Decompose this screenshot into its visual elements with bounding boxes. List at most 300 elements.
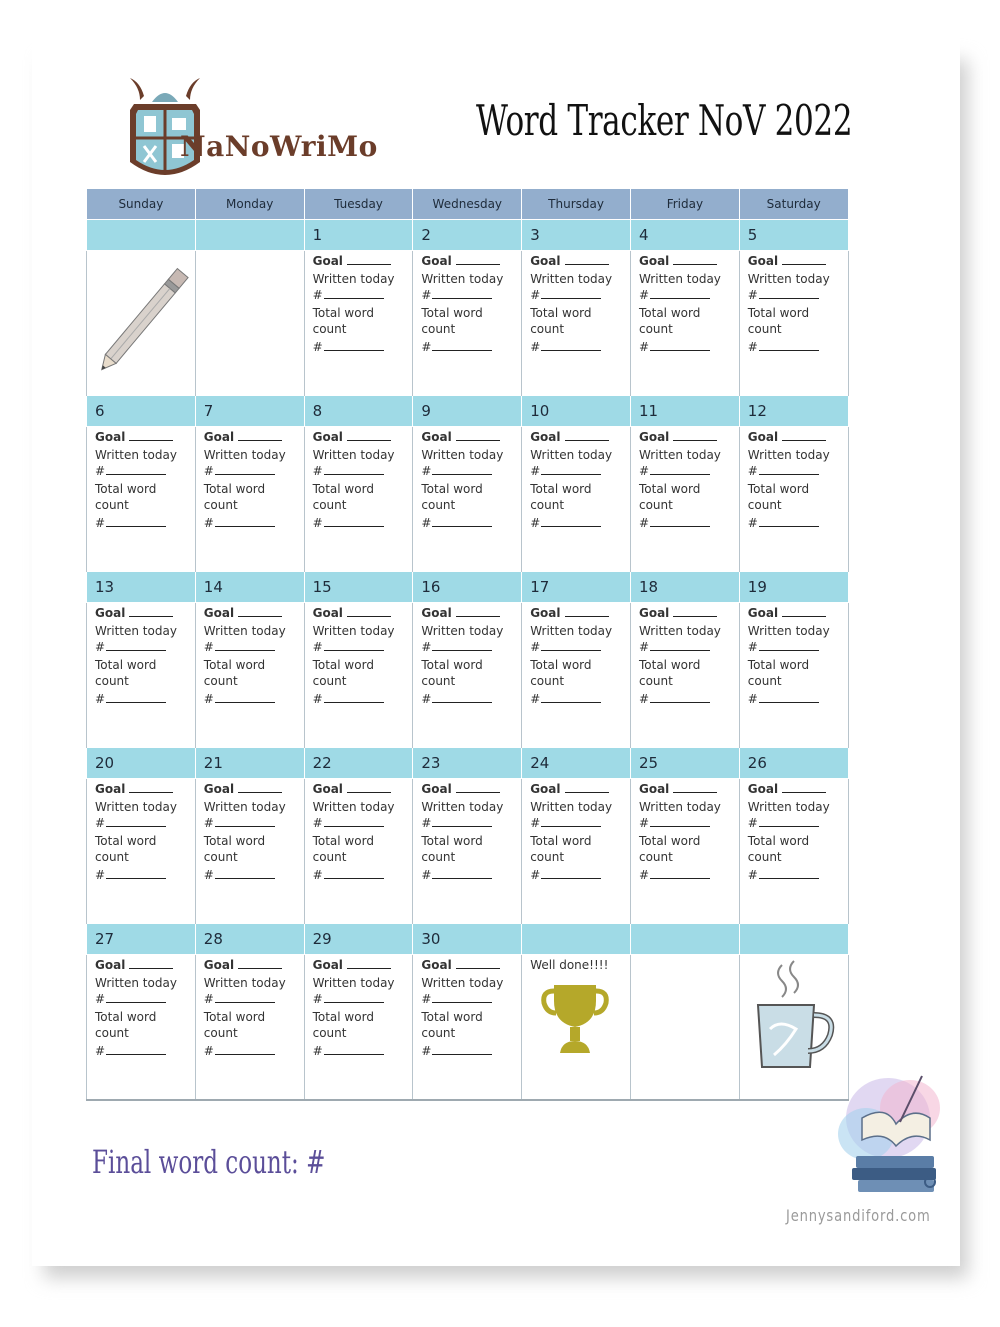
written-today-field[interactable] <box>639 465 739 477</box>
goal-field[interactable] <box>313 607 413 619</box>
total-word-label: Total word <box>203 658 266 672</box>
written-today-blank[interactable] <box>106 1002 166 1003</box>
hash-label: # <box>530 692 541 706</box>
written-today-label: Written today <box>638 800 721 814</box>
hash-label: # <box>95 1044 106 1058</box>
date-number: 20 <box>87 748 196 779</box>
empty-cell <box>630 955 739 1101</box>
goal-blank[interactable] <box>565 264 609 265</box>
weekday-header: Friday <box>630 189 739 220</box>
total-count-blank[interactable] <box>215 878 275 879</box>
goal-field[interactable] <box>421 255 521 267</box>
total-word-label: Total word <box>421 306 483 320</box>
mug-icon <box>746 959 842 1069</box>
goal-blank[interactable] <box>129 440 173 441</box>
hash-label: # <box>530 816 541 830</box>
day-cell <box>87 779 196 924</box>
total-count-blank[interactable] <box>541 350 601 351</box>
total-count-field[interactable] <box>421 693 521 705</box>
written-today-field[interactable] <box>95 465 195 477</box>
goal-label: Goal <box>421 430 452 444</box>
hash-label: # <box>203 516 214 530</box>
hash-label: # <box>312 464 323 478</box>
day-cell <box>304 251 413 396</box>
written-today-field[interactable] <box>530 641 630 653</box>
goal-blank[interactable] <box>238 792 282 793</box>
written-today-blank[interactable] <box>759 474 819 475</box>
hash-label: # <box>530 640 541 654</box>
written-today-field[interactable] <box>204 817 304 829</box>
count-label: count <box>95 674 129 688</box>
goal-blank[interactable] <box>347 792 391 793</box>
hash-label: # <box>638 868 650 882</box>
total-count-blank[interactable] <box>759 702 819 703</box>
goal-label: Goal <box>638 782 670 796</box>
goal-field[interactable] <box>748 255 848 267</box>
hash-label: # <box>421 1044 432 1058</box>
total-count-blank[interactable] <box>106 702 166 703</box>
date-number: 17 <box>522 572 631 603</box>
goal-field[interactable] <box>313 255 413 267</box>
total-count-field[interactable] <box>748 341 848 353</box>
day-cell <box>413 955 522 1101</box>
goal-field[interactable] <box>421 607 521 619</box>
hash-label: # <box>95 692 106 706</box>
hash-label: # <box>638 516 650 530</box>
total-count-blank[interactable] <box>324 526 384 527</box>
total-count-field[interactable] <box>530 517 630 529</box>
written-today-field[interactable] <box>639 289 739 301</box>
written-today-label: Written today <box>312 800 395 814</box>
day-cell <box>739 603 848 748</box>
goal-label: Goal <box>530 782 561 796</box>
total-count-blank[interactable] <box>215 526 275 527</box>
written-today-blank[interactable] <box>759 826 819 827</box>
written-today-field[interactable] <box>95 817 195 829</box>
goal-field[interactable] <box>313 783 413 795</box>
written-today-label: Written today <box>638 448 721 462</box>
count-label: count <box>530 498 565 512</box>
goal-blank[interactable] <box>782 264 826 265</box>
goal-label: Goal <box>203 430 235 444</box>
pencil-icon <box>93 257 193 387</box>
goal-label: Goal <box>530 430 561 444</box>
goal-field[interactable] <box>204 607 304 619</box>
total-word-label: Total word <box>203 834 266 848</box>
total-count-blank[interactable] <box>759 878 819 879</box>
total-count-field[interactable] <box>639 869 739 881</box>
total-count-blank[interactable] <box>541 878 601 879</box>
written-today-blank[interactable] <box>759 650 819 651</box>
total-count-blank[interactable] <box>324 878 384 879</box>
website-credit: Jennysandiford.com <box>786 1206 931 1225</box>
written-today-field[interactable] <box>421 641 521 653</box>
goal-blank[interactable] <box>347 616 391 617</box>
total-count-blank[interactable] <box>106 878 166 879</box>
day-cell <box>739 251 848 396</box>
written-today-field[interactable] <box>748 289 848 301</box>
total-count-field[interactable] <box>95 869 195 881</box>
written-today-blank[interactable] <box>432 298 492 299</box>
total-count-blank[interactable] <box>215 702 275 703</box>
total-count-blank[interactable] <box>541 526 601 527</box>
count-label: count <box>203 498 238 512</box>
written-today-blank[interactable] <box>324 1002 384 1003</box>
total-count-field[interactable] <box>204 517 304 529</box>
total-count-blank[interactable] <box>650 878 710 879</box>
hash-label: # <box>203 992 214 1006</box>
date-number: 25 <box>630 748 739 779</box>
total-count-blank[interactable] <box>432 350 492 351</box>
day-entry-row <box>87 251 849 396</box>
written-today-field[interactable] <box>421 465 521 477</box>
goal-field[interactable] <box>748 783 848 795</box>
hash-label: # <box>747 816 758 830</box>
goal-label: Goal <box>421 782 452 796</box>
goal-field[interactable] <box>639 783 739 795</box>
total-count-field[interactable] <box>95 517 195 529</box>
date-number-row <box>87 924 849 955</box>
total-count-field[interactable] <box>95 693 195 705</box>
written-today-blank[interactable] <box>650 650 710 651</box>
hash-label: # <box>95 816 106 830</box>
goal-blank[interactable] <box>129 792 173 793</box>
goal-field[interactable] <box>748 607 848 619</box>
written-today-field[interactable] <box>530 817 630 829</box>
total-count-field[interactable] <box>421 517 521 529</box>
hash-label: # <box>421 640 432 654</box>
goal-blank[interactable] <box>347 968 391 969</box>
written-today-blank[interactable] <box>541 298 601 299</box>
goal-blank[interactable] <box>673 440 717 441</box>
date-number: 8 <box>304 396 413 427</box>
date-number: 1 <box>304 220 413 251</box>
total-count-field[interactable] <box>421 341 521 353</box>
total-word-label: Total word <box>747 482 810 496</box>
day-cell <box>630 427 739 572</box>
written-today-blank[interactable] <box>215 826 275 827</box>
count-label: count <box>421 674 456 688</box>
goal-blank[interactable] <box>347 264 391 265</box>
goal-blank[interactable] <box>347 440 391 441</box>
written-today-field[interactable] <box>748 641 848 653</box>
total-count-blank[interactable] <box>106 526 166 527</box>
total-count-blank[interactable] <box>324 1054 384 1055</box>
goal-blank[interactable] <box>238 616 282 617</box>
written-today-field[interactable] <box>95 993 195 1005</box>
written-today-blank[interactable] <box>215 650 275 651</box>
total-word-label: Total word <box>312 834 374 848</box>
goal-field[interactable] <box>530 607 630 619</box>
written-today-blank[interactable] <box>650 298 710 299</box>
date-number-empty <box>195 220 304 251</box>
goal-field[interactable] <box>204 959 304 971</box>
total-count-field[interactable] <box>95 1045 195 1057</box>
goal-blank[interactable] <box>782 440 826 441</box>
total-count-field[interactable] <box>313 517 413 529</box>
hash-label: # <box>421 464 432 478</box>
written-today-label: Written today <box>421 448 504 462</box>
goal-field[interactable] <box>313 959 413 971</box>
written-today-field[interactable] <box>421 817 521 829</box>
hash-label: # <box>747 464 758 478</box>
goal-blank[interactable] <box>456 792 500 793</box>
total-word-label: Total word <box>638 658 701 672</box>
count-label: count <box>312 674 347 688</box>
written-today-field[interactable] <box>313 641 413 653</box>
written-today-blank[interactable] <box>215 474 275 475</box>
total-count-blank[interactable] <box>215 1054 275 1055</box>
count-label: count <box>312 1026 347 1040</box>
goal-field[interactable] <box>313 431 413 443</box>
hash-label: # <box>95 464 106 478</box>
written-today-label: Written today <box>747 800 830 814</box>
goal-field[interactable] <box>639 607 739 619</box>
weekday-header: Saturday <box>739 189 848 220</box>
written-today-blank[interactable] <box>432 1002 492 1003</box>
goal-field[interactable] <box>748 431 848 443</box>
total-count-blank[interactable] <box>432 702 492 703</box>
written-today-label: Written today <box>203 976 286 990</box>
goal-field[interactable] <box>204 431 304 443</box>
written-today-field[interactable] <box>313 993 413 1005</box>
date-number: 9 <box>413 396 522 427</box>
well-done-label: Well done!!!! <box>530 958 609 972</box>
written-today-blank[interactable] <box>650 826 710 827</box>
total-count-field[interactable] <box>530 693 630 705</box>
goal-field[interactable] <box>639 431 739 443</box>
written-today-blank[interactable] <box>541 650 601 651</box>
written-today-field[interactable] <box>639 817 739 829</box>
goal-label: Goal <box>312 606 343 620</box>
goal-field[interactable] <box>421 959 521 971</box>
total-count-blank[interactable] <box>650 526 710 527</box>
written-today-field[interactable] <box>421 993 521 1005</box>
goal-field[interactable] <box>530 255 630 267</box>
goal-field[interactable] <box>204 783 304 795</box>
count-label: count <box>312 498 347 512</box>
written-today-field[interactable] <box>313 465 413 477</box>
goal-blank[interactable] <box>782 792 826 793</box>
written-today-field[interactable] <box>313 817 413 829</box>
total-count-field[interactable] <box>313 341 413 353</box>
written-today-field[interactable] <box>204 993 304 1005</box>
goal-blank[interactable] <box>238 968 282 969</box>
total-count-field[interactable] <box>748 693 848 705</box>
written-today-blank[interactable] <box>106 650 166 651</box>
count-label: count <box>638 498 673 512</box>
total-count-field[interactable] <box>748 869 848 881</box>
goal-field[interactable] <box>95 607 195 619</box>
goal-field[interactable] <box>95 959 195 971</box>
weekday-header: Sunday <box>87 189 196 220</box>
written-today-blank[interactable] <box>324 298 384 299</box>
written-today-blank[interactable] <box>432 826 492 827</box>
written-today-field[interactable] <box>639 641 739 653</box>
day-cell <box>304 427 413 572</box>
count-label: count <box>95 1026 129 1040</box>
hash-label: # <box>747 340 758 354</box>
written-today-field[interactable] <box>748 465 848 477</box>
goal-blank[interactable] <box>565 616 609 617</box>
goal-blank[interactable] <box>238 440 282 441</box>
goal-blank[interactable] <box>129 616 173 617</box>
written-today-label: Written today <box>530 272 613 286</box>
written-today-label: Written today <box>747 448 830 462</box>
count-label: count <box>421 498 456 512</box>
hash-label: # <box>203 692 214 706</box>
total-count-field[interactable] <box>313 693 413 705</box>
total-word-label: Total word <box>203 1010 266 1024</box>
total-count-blank[interactable] <box>759 350 819 351</box>
total-word-label: Total word <box>747 658 810 672</box>
hash-label: # <box>312 868 323 882</box>
total-count-field[interactable] <box>204 1045 304 1057</box>
day-cell <box>195 779 304 924</box>
day-cell <box>413 427 522 572</box>
total-count-blank[interactable] <box>324 350 384 351</box>
total-word-label: Total word <box>312 482 374 496</box>
written-today-field[interactable] <box>530 289 630 301</box>
day-entry-row <box>87 427 849 572</box>
total-count-blank[interactable] <box>759 526 819 527</box>
written-today-label: Written today <box>312 976 395 990</box>
goal-label: Goal <box>95 606 126 620</box>
goal-blank[interactable] <box>456 968 500 969</box>
goal-field[interactable] <box>95 431 195 443</box>
date-number: 28 <box>195 924 304 955</box>
date-number: 18 <box>630 572 739 603</box>
written-today-field[interactable] <box>421 289 521 301</box>
goal-label: Goal <box>747 430 779 444</box>
goal-field[interactable] <box>95 783 195 795</box>
total-count-field[interactable] <box>530 869 630 881</box>
books-illustration <box>826 1060 960 1210</box>
goal-field[interactable] <box>421 431 521 443</box>
day-cell <box>87 603 196 748</box>
total-count-blank[interactable] <box>650 702 710 703</box>
goal-label: Goal <box>203 606 235 620</box>
goal-label: Goal <box>312 782 343 796</box>
day-cell <box>630 603 739 748</box>
goal-blank[interactable] <box>456 264 500 265</box>
goal-label: Goal <box>530 606 561 620</box>
written-today-blank[interactable] <box>215 1002 275 1003</box>
total-count-field[interactable] <box>639 341 739 353</box>
written-today-label: Written today <box>312 272 395 286</box>
goal-field[interactable] <box>530 431 630 443</box>
hash-label: # <box>421 288 432 302</box>
written-today-blank[interactable] <box>324 826 384 827</box>
hash-label: # <box>312 992 323 1006</box>
goal-blank[interactable] <box>673 264 717 265</box>
hash-label: # <box>747 288 758 302</box>
total-count-field[interactable] <box>639 517 739 529</box>
written-today-blank[interactable] <box>324 650 384 651</box>
hash-label: # <box>530 288 541 302</box>
written-today-field[interactable] <box>748 817 848 829</box>
goal-blank[interactable] <box>782 616 826 617</box>
hash-label: # <box>638 816 650 830</box>
date-number: 11 <box>630 396 739 427</box>
written-today-field[interactable] <box>530 465 630 477</box>
total-count-blank[interactable] <box>650 350 710 351</box>
goal-blank[interactable] <box>456 440 500 441</box>
total-count-blank[interactable] <box>106 1054 166 1055</box>
written-today-blank[interactable] <box>541 474 601 475</box>
goal-field[interactable] <box>530 783 630 795</box>
written-today-label: Written today <box>747 272 830 286</box>
date-number: 19 <box>739 572 848 603</box>
date-number-row <box>87 220 849 251</box>
hash-label: # <box>421 992 432 1006</box>
total-count-field[interactable] <box>748 517 848 529</box>
total-count-field[interactable] <box>204 869 304 881</box>
written-today-blank[interactable] <box>106 826 166 827</box>
goal-blank[interactable] <box>565 440 609 441</box>
written-today-blank[interactable] <box>432 474 492 475</box>
hash-label: # <box>203 1044 214 1058</box>
total-count-field[interactable] <box>421 1045 521 1057</box>
written-today-blank[interactable] <box>650 474 710 475</box>
total-count-blank[interactable] <box>432 526 492 527</box>
total-count-field[interactable] <box>530 341 630 353</box>
goal-blank[interactable] <box>565 792 609 793</box>
written-today-blank[interactable] <box>324 474 384 475</box>
written-today-label: Written today <box>312 448 395 462</box>
goal-blank[interactable] <box>673 792 717 793</box>
total-count-blank[interactable] <box>432 878 492 879</box>
day-cell <box>195 603 304 748</box>
written-today-label: Written today <box>312 624 395 638</box>
written-today-field[interactable] <box>204 641 304 653</box>
written-today-blank[interactable] <box>759 298 819 299</box>
total-count-field[interactable] <box>639 693 739 705</box>
count-label: count <box>530 674 565 688</box>
goal-field[interactable] <box>421 783 521 795</box>
total-word-label: Total word <box>421 834 483 848</box>
hash-label: # <box>203 868 214 882</box>
total-count-field[interactable] <box>313 1045 413 1057</box>
count-label: count <box>95 498 129 512</box>
total-count-field[interactable] <box>421 869 521 881</box>
hash-label: # <box>203 816 214 830</box>
day-cell <box>522 251 631 396</box>
goal-label: Goal <box>638 254 670 268</box>
total-count-blank[interactable] <box>432 1054 492 1055</box>
goal-blank[interactable] <box>673 616 717 617</box>
total-count-field[interactable] <box>204 693 304 705</box>
total-count-blank[interactable] <box>541 702 601 703</box>
goal-label: Goal <box>203 958 235 972</box>
day-cell <box>304 603 413 748</box>
total-count-field[interactable] <box>313 869 413 881</box>
written-today-field[interactable] <box>204 465 304 477</box>
written-today-blank[interactable] <box>106 474 166 475</box>
goal-blank[interactable] <box>129 968 173 969</box>
written-today-blank[interactable] <box>541 826 601 827</box>
total-word-label: Total word <box>312 658 374 672</box>
date-number: 4 <box>630 220 739 251</box>
day-cell <box>630 779 739 924</box>
written-today-field[interactable] <box>313 289 413 301</box>
written-today-field[interactable] <box>95 641 195 653</box>
written-today-blank[interactable] <box>432 650 492 651</box>
goal-blank[interactable] <box>456 616 500 617</box>
goal-field[interactable] <box>639 255 739 267</box>
written-today-label: Written today <box>530 448 613 462</box>
total-count-blank[interactable] <box>324 702 384 703</box>
